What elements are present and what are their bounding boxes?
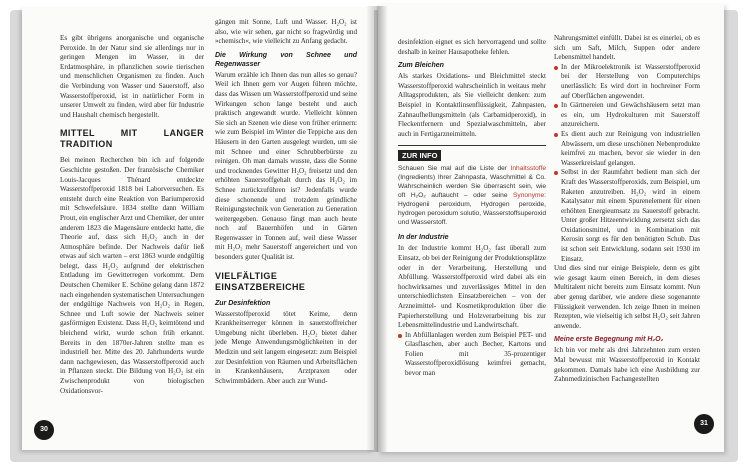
subheading: In der Industrie [398,234,449,242]
info-box-tag: ZUR INFO [398,150,441,161]
bullet-text: Es dient auch zur Reinigung von industriellen Abwässern, um diese unschönen Nebenprodukte keimfrei zu machen, bevor sie wieder in den Wasserkreislauf gelangen. [561,129,700,167]
bullet-text: Selbst in der Raumfahrt bedient man sich der Kraft des Wasserstoffperoxids, zum Beispiel, um Raketen anzutreiben. H₂O₂ wird in einem Katalysator mit einem Spurenelement für einen erhöhten Energieumsatz zu Sauerstoff gebracht. Unter großer Hitzeentwicklung zersetzt sich das Oxidationsmittel, und in Kombination mit Kerosin sorgt es für den benötigten Schub. Das ist schon seit Entwicklung, sodann seit 1930 im Einsatz. [561,168,700,263]
bullet-text: In der Mikroelektronik ist Wasserstoffperoxid bei der Herstellung von Computerchips unerlässlich: Es wird dort in hochreiner Form auf Oberflächen angewendet. [561,62,700,100]
info-text: (Ingredients) Ihrer Zahnpasta, Waschmittel & Co. Wahrscheinlich werden Sie überrascht sein, wie oft H₂O₂ auftaucht – oder seine [398,174,546,200]
subheading: Zum Bleichen [398,62,444,70]
left-column-1 [60,34,204,396]
right-column-2 [554,34,700,385]
paragraph: desinfektion eignet es sich hervorragend und sollte deshalb in keiner Hausapotheke fehlen. [398,38,546,56]
bullet-text: In Abfüllanlagen werden zum Beispiel PET- und Glasflaschen, aber auch Becher, Kartons und Folien mit 35-prozentiger Wasserstoffperoxidlösung keimfrei gemacht, bevor man [405,330,546,378]
bullet-dot-icon [398,334,402,338]
subheading: Zur Desinfektion [215,299,271,307]
paragraph: Wasserstoffperoxid tötet Keime, denn Krankheitserreger können in sauerstoffreicher Umgebung nicht überleben. H₂O₂ bietet daher jede Menge Anwendungsmöglichkeiten in der Medizin und seit langem eingesetzt: zum Beispiel zur Desinfektion von Räumen und Arbeitsflächen in Krankenhäusern, Arztpraxen oder Schwimmbädern. Aber auch zur Wund- [215,309,357,385]
bullet-item [554,63,700,101]
page-number: 30 [34,420,54,440]
info-text: : Hydrogenii peroxidum, Hydrogen peroxide, hydrogen peroxidum solutio, Wasserstoffsuperoxid und Wasserstoff. [398,192,546,227]
section-heading: VIELFÄLTIGE EINSATZBEREICHE [215,270,306,292]
bullet-item [554,168,700,264]
subheading: Die Wirkung von Schnee und Regenwasser [215,51,357,68]
bullet-item [554,130,700,168]
left-column-2 [215,18,357,386]
bullet-dot-icon [554,171,558,175]
bullet-item [554,101,700,130]
paragraph: In der Industrie kommt H₂O₂ fast überall zum Einsatz, ob bei der Reinigung der Produktionsplätze oder in der Verarbeitung, Herstellung und Abfüllung. Wasserstoffperoxid wird dabei als ein hochwirksames und zuverlässiges Mittel in den unterschiedlichsten Einsatzbereichen – von der Arzneimittel- und Kosmetikproduktion über die Papierherstellung und Holzverarbeitung bis zur Lebensmittelindustrie und Landwirtschaft. [398,244,546,330]
info-box-text [398,164,546,227]
paragraph: Als starkes Oxidations- und Bleichmittel steckt Wasserstoffperoxid wahrscheinlich in weitaus mehr Alltagsprodukten, als Sie vielleicht denken: zum Beispiel in Kontaktlinsenflüssigkeit, Zahnpasten, Zahnaufhellungsmitteln (als Carbamidperoxid), in Fleckentfernern und Spezialwaschmitteln, aber auch in Fertigarzneimitteln. [398,72,546,138]
paragraph: Ich bin vor mehr als drei Jahrzehnten zum ersten Mal bewusst mit Wasserstoffperoxid in Kontakt gekommen. Damals habe ich eine Ausbildung zur Zahnmedizinischen Fachangestellten [554,346,700,384]
paragraph: Bei meinen Recherchen bin ich auf folgende Geschichte gestoßen. Der französische Chemiker Louis-Jacques Thénard entdeckte Wasserstoffperoxid 1818 bei Laborversuchen. Es entsteht durch eine Reaktion von Bariumperoxid mit Schwefelsäure. 1834 stellte dann William Prout, ein englischer Arzt und Chemiker, der unter anderem 1823 die Magensäure entdeckt hatte, die Theorie auf, dass sich H₂O₂ auch in der Atmosphäre befinde. Der Nachweis dafür ließ etwas auf sich warten – erst 1863 wurde endgültig belegt, dass H₂O₂ aufgrund der elektrischen Entladung im Gewitterregen vorkommt. Dem Deutschen Chemiker E. Schöne gelang dann 1872 nach eingehenden systematischen Untersuchungen der endgültige Nachweis von H₂O₂ in Regen, Schnee und Luft sowie der Nachweis seiner gasförmigen Existenz. Dass H₂O₂ keimtötend und bleichend wirkt, wurde schon früh erkannt. Bereits in den 1870er-Jahren stellte man es industriell her. Mitte des 20. Jahrhunderts wurde dann nachgewiesen, das Wasserstoffperoxid auch in Pflanzen steckt. Die Bildung von H₂O₂ ist ein Zwischenprodukt von biologischen Oxidationsvor- [60,156,204,395]
info-box [398,145,546,227]
paragraph: Es gibt übrigens anorganische und organische Peroxide. In der Natur sind sie allerdings nur in geringen Mengen im Wasser, in der Erdatmosphäre, in pflanzlichen sowie tierischen und menschlichen Organismen zu finden. Auch die Verbindung von Wasser und Sauerstoff, also Wasserstoffperoxid, ist in natürlicher Form in unserer Umwelt zu finden, wird aber für Industrie und Haushalt chemisch hergestellt. [60,34,204,119]
bullet-item [398,331,546,379]
bullet-text: In Gärtnereien und Gewächshäusern setzt man es ein, um Hydrokulturen mit Sauerstoff anzureichern. [561,101,700,129]
bullet-dot-icon [554,104,558,108]
section-heading: MITTEL MIT LANGER TRADITION [60,128,204,150]
paragraph: Nahrungsmittel einfüllt. Dabei ist es einerlei, ob es sich um Saft, Milch, Suppen oder andere Lebensmittel handelt. [554,34,700,62]
paragraph: Warum erzähle ich Ihnen das nun alles so genau? Weil ich Ihnen gern vor Augen führen möchte, dass das Wissen um Wasserstoffperoxid und seine Wirkungen schon lange besteht und auch praktisch angewandt wurde. Vielleicht können Sie sich an Szenen wie diese von früher erinnern: wie zum Beispiel im Winter die Teppiche aus den Häusern in den Garten ausgelegt wurden, um sie mit Schnee und einer Schrubberbürste zu reinigen. Oh man damals wusste, dass die Sonne und trocknendes Gewitter H₂O₂ freisetzt und den erhöhten Sauerstoffgehalt durch das H₂O₂ im Schnee zurückzuführen ist? Jedenfalls wurde diese schonende und trotzdem gründliche Reinigungstechnik von Generation zu Generation weitergegeben. Genauso fängt man auch heute noch auf Bauernhöfen und in Gärten Regenwasser in Tonnen auf, weil diese Wasser mit H₂O₂ mehr Sauerstoff angereichert und von besonders guter Qualität ist. [215,70,357,262]
bullet-dot-icon [554,133,558,137]
info-text: Schauen Sie mal auf die Liste der [398,165,511,173]
subheading: Meine erste Begegnung mit H₂O₂ [554,336,664,344]
info-highlight: Synonyme [513,192,545,200]
page-number: 31 [694,414,714,434]
bullet-dot-icon [554,66,558,70]
right-column-1 [398,38,546,379]
right-page [378,4,724,452]
paragraph: gängen mit Sonne, Luft und Wasser. H₂O₂ ist also, wie wir sehen, gar nicht so fragwürdig und »chemisch«, wie vielleicht zu Anfang gedacht. [215,18,357,46]
info-highlight: Inhaltsstoffe [510,165,546,173]
paragraph: Und dies sind nur einige Beispiele, denn es gibt wie gesagt kaum einen Bereich, in dem dieses Multitalent nicht bereits zum Einsatz kommt. Nun aber genug darüber, wie andere diese sogenannte Flüssigkeit verwenden. Ich zeige Ihnen in meinen Rezepten, wie vielseitig ich selbst H₂O₂ seit Jahren anwende. [554,264,700,330]
left-page [22,8,374,450]
